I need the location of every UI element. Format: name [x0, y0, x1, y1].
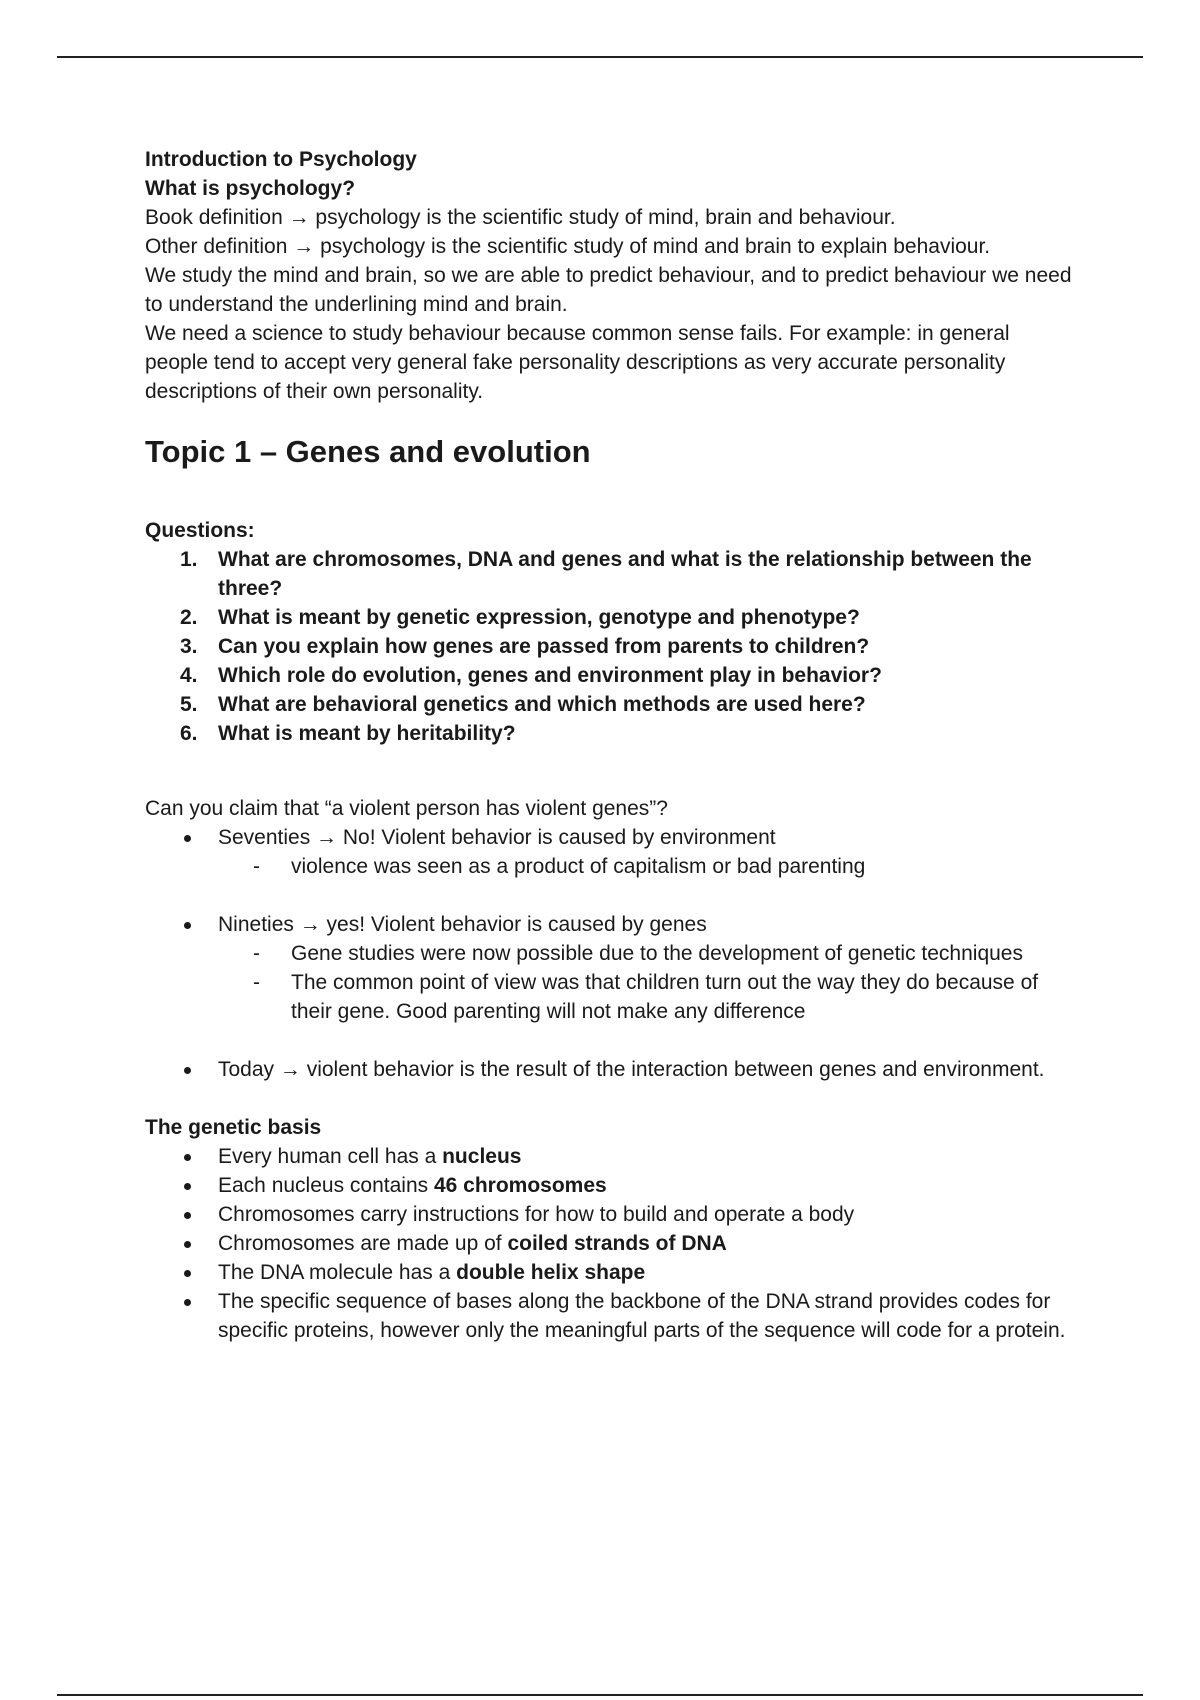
sub-item: - violence was seen as a product of capitalism or bad parenting — [253, 855, 866, 878]
bullet-icon — [184, 1241, 191, 1248]
question-item: 3. Can you explain how genes are passed from parents to children? — [180, 635, 870, 658]
question-item: 1. What are chromosomes, DNA and genes and what is the relationship between the three? — [180, 548, 1032, 600]
intro-subtitle: What is psychology? — [145, 177, 356, 200]
violence-list — [145, 823, 1075, 1084]
question-item: 5. What are behavioral genetics and which methods are used here? — [180, 693, 866, 716]
bullet-icon — [184, 1067, 191, 1074]
list-item: The specific sequence of bases along the backbone of the DNA strand provides codes for specific proteins, however only the meaningful parts of the sequence will code for a protein. — [145, 1287, 1075, 1345]
questions-label: Questions: — [145, 519, 255, 542]
bullet-icon — [184, 922, 191, 929]
list-item: Each nucleus contains 46 chromosomes — [145, 1171, 1075, 1200]
intro-paragraph-2: We need a science to study behaviour because common sense fails. For example: in general people tend to accept very general fake personality descriptions as very accurate personality descriptions of their own personality. — [145, 322, 1010, 403]
footer-rule — [57, 1694, 1143, 1696]
bullet-icon — [184, 1212, 191, 1219]
list-item-seventies: Seventies → No! Violent behavior is caused by environment - violence was seen as a product of capitalism or bad parenting — [145, 823, 1075, 881]
question-item: 2. What is meant by genetic expression, genotype and phenotype? — [180, 606, 860, 629]
genetic-basis-list — [145, 1142, 1075, 1345]
sub-item: - The common point of view was that children turn out the way they do because of their gene. Good parenting will not make any difference — [253, 971, 1039, 1023]
list-item: Chromosomes carry instructions for how to build and operate a body — [145, 1200, 1075, 1229]
genetic-basis-label: The genetic basis — [145, 1116, 322, 1139]
sub-item: - Gene studies were now possible due to the development of genetic techniques — [253, 942, 1023, 965]
bullet-icon — [184, 1183, 191, 1190]
book-definition: Book definition → psychology is the scientific study of mind, brain and behaviour. — [145, 206, 896, 229]
list-item-nineties: Nineties → yes! Violent behavior is caused by genes - Gene studies were now possible due to the development of genetic techniques - The common point of view was that children turn out the way they do because of their gene. Good parenting will not make any difference — [145, 910, 1075, 1026]
intro-title: Introduction to Psychology — [145, 148, 417, 171]
list-item: The DNA molecule has a double helix shape — [145, 1258, 1075, 1287]
header-rule — [57, 56, 1143, 58]
list-item: Chromosomes are made up of coiled strands of DNA — [145, 1229, 1075, 1258]
list-item-today: Today → violent behavior is the result of the interaction between genes and environment. — [145, 1055, 1075, 1084]
topic-heading: Topic 1 – Genes and evolution — [145, 434, 591, 469]
questions-list — [145, 545, 1075, 748]
bullet-icon — [184, 1270, 191, 1277]
violence-claim: Can you claim that “a violent person has violent genes”? — [145, 797, 668, 820]
bullet-icon — [184, 835, 191, 842]
list-item: Every human cell has a nucleus — [145, 1142, 1075, 1171]
question-item: 4. Which role do evolution, genes and environment play in behavior? — [180, 664, 882, 687]
intro-paragraph-1: We study the mind and brain, so we are able to predict behaviour, and to predict behaviour we need to understand the underlining mind and brain. — [145, 264, 1072, 316]
document-page — [145, 145, 1075, 1345]
bullet-icon — [184, 1154, 191, 1161]
other-definition: Other definition → psychology is the scientific study of mind and brain to explain behaviour. — [145, 235, 991, 258]
bullet-icon — [184, 1299, 191, 1306]
question-item: 6. What is meant by heritability? — [180, 722, 516, 745]
